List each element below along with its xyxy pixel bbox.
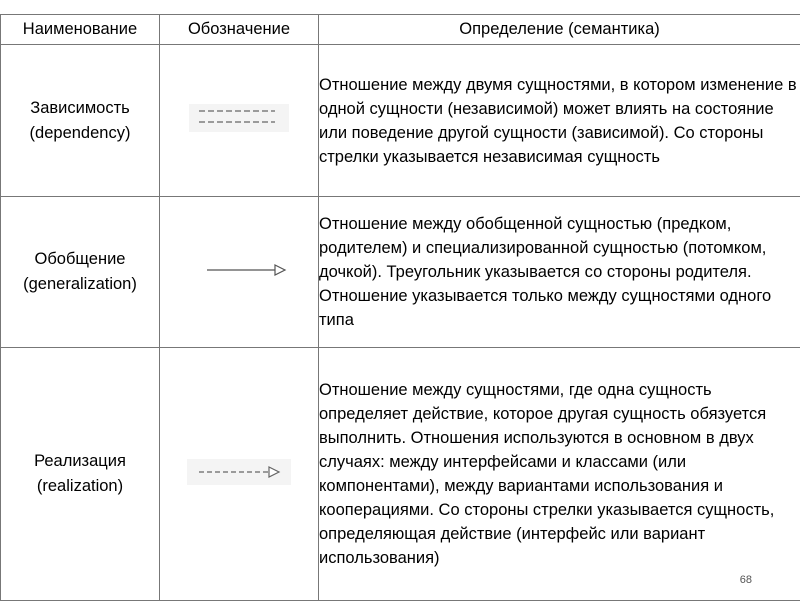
relationship-name-cell: [1, 348, 160, 601]
notation-cell: [160, 197, 319, 348]
dashed-arrow-hollow-triangle-icon: [187, 459, 291, 485]
notation-cell: [160, 348, 319, 601]
header-name: Наименование: [1, 15, 160, 45]
relationship-name: Обобщение: [1, 247, 159, 272]
table-row: [1, 348, 800, 601]
relationship-name: Зависимость: [1, 96, 159, 121]
header-notation: Обозначение: [160, 15, 319, 45]
page-number: 68: [740, 574, 752, 586]
relationship-name-cell: [1, 45, 160, 197]
relationship-name-en: (dependency): [1, 121, 159, 146]
solid-arrow-hollow-triangle-icon: [189, 260, 289, 280]
header-row: [1, 15, 800, 45]
definition-cell: Отношение между сущностями, где одна сущность определяет действие, которое другая сущность обязуется выполнить. Отношения используются в основном в двух случаях: между интерфейсами и классами (или компонентами), между вариантами использования и кооперациями. Со стороны стрелки указывается сущность, определяющая действие (интерфейс или вариант использования): [319, 348, 800, 601]
dashed-lines-icon: [189, 104, 289, 132]
definition-cell: Отношение между обобщенной сущностью (предком, родителем) и специализированной сущностью (потомком, дочкой). Треугольник указывается со стороны родителя. Отношение указывается только между сущностями одного типа: [319, 197, 800, 348]
table-row: [1, 197, 800, 348]
header-definition: Определение (семантика): [319, 15, 800, 45]
relationship-name-en: (generalization): [1, 272, 159, 297]
table-row: [1, 45, 800, 197]
notation-cell: [160, 45, 319, 197]
uml-relationships-table: [0, 14, 800, 601]
relationship-name-en: (realization): [1, 474, 159, 499]
relationship-name: Реализация: [1, 449, 159, 474]
definition-cell: Отношение между двумя сущностями, в котором изменение в одной сущности (независимой) может влиять на состояние или поведение другой сущности (зависимой). Со стороны стрелки указывается независимая сущность: [319, 45, 800, 197]
relationship-name-cell: [1, 197, 160, 348]
